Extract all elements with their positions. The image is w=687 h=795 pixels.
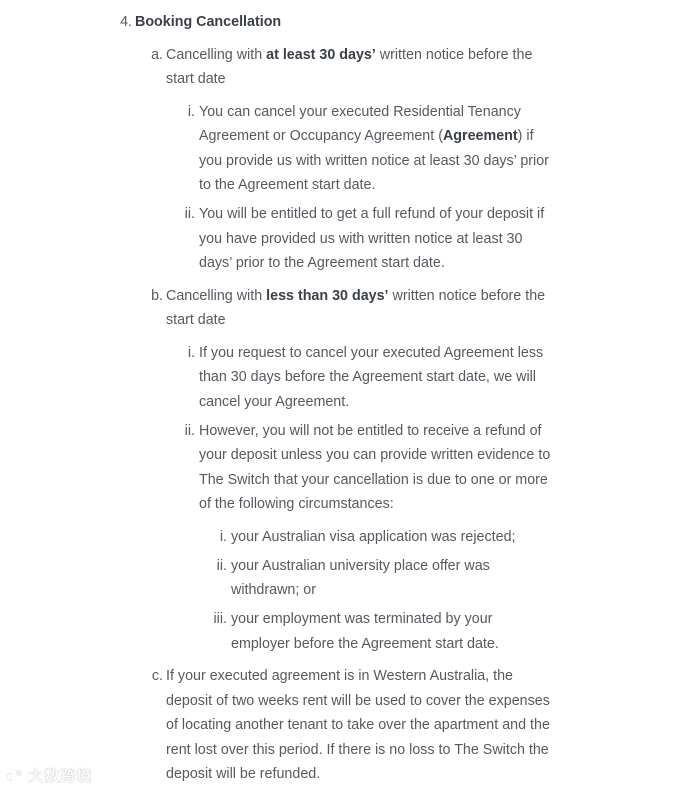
circumstance-3 [0, 607, 531, 656]
watermark-logo: ◐° 大数跨境 [6, 767, 93, 785]
list-marker: ii. [184, 422, 195, 439]
list-marker: iii. [213, 611, 227, 627]
clause-b-i [0, 341, 551, 415]
list-marker: i. [219, 528, 227, 545]
list-marker: a. [151, 46, 163, 63]
circumstance-1 [0, 525, 531, 550]
clause-text: However, you will not be entitled to receive a refund of your deposit unless you can provide written evidence to The Switch that your cancellation is due to one or more of the following circumstances: [199, 422, 551, 512]
watermark-text: 大数跨境 [28, 767, 93, 785]
clause-text: your Australian university place offer was withdrawn; or [231, 557, 490, 598]
clause-text: ) if you provide us with written notice at least 30 days’ prior to the Agreement start date. [199, 128, 549, 193]
clause-text: You can cancel your executed Residential Tenancy Agreement or Occupancy Agreement ( [199, 103, 521, 144]
list-marker: ii. [184, 206, 195, 222]
clause-emphasis: less than 30 days’ [266, 287, 389, 304]
clause-a-ii [0, 202, 551, 276]
clause-emphasis: Agreement [442, 128, 518, 144]
clause-b [0, 284, 554, 333]
clause-text: You will be entitled to get a full refund of your deposit if you have provided us with written notice at least 30 days’ prior to the Agreement start date. [199, 206, 545, 271]
list-marker: ii. [216, 557, 227, 574]
list-marker: c. [151, 668, 163, 684]
clause-text: your Australian visa application was rejected; [231, 528, 516, 545]
clause-a [0, 43, 554, 92]
section-booking-cancellation [0, 10, 555, 35]
clause-emphasis: at least 30 days’ [266, 46, 376, 63]
clause-a-i [0, 100, 551, 198]
clause-b-ii [0, 419, 551, 517]
list-marker: b. [151, 287, 163, 304]
clause-text: If you request to cancel your executed Agreement less than 30 days before the Agreement start date, we will cancel your Agreement. [199, 344, 544, 410]
clause-text: written notice before the start date [166, 46, 533, 87]
clause-text: Cancelling with [166, 46, 267, 63]
clause-text: written notice before the start date [166, 287, 546, 328]
section-title: Booking Cancellation [135, 14, 282, 30]
circumstance-2 [0, 554, 531, 603]
terms-document [0, 10, 687, 795]
list-marker: 4. [120, 14, 132, 30]
clause-text: your employment was terminated by your employer before the Agreement start date. [231, 611, 499, 652]
list-marker: i. [187, 103, 195, 120]
clause-text: Cancelling with [166, 287, 267, 304]
list-marker: i. [187, 344, 195, 361]
clause-text: If your executed agreement is in Western Australia, the deposit of two weeks rent will be used to cover the expenses of locating another tenant to take over the apartment and the rent lost over this period. If there is no loss to The Switch the deposit will be refunded. [166, 668, 550, 782]
